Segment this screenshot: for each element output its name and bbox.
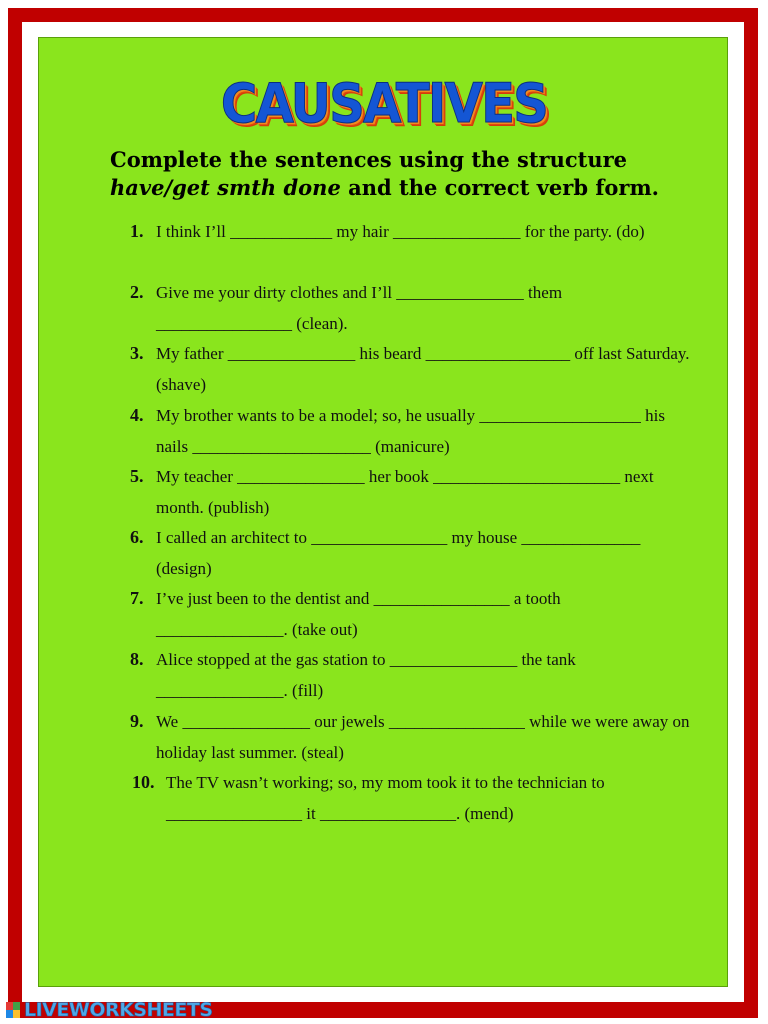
- item-number: 10.: [132, 771, 155, 792]
- item-sentence: Give me your dirty clothes and I’ll _______________ them ________________ (clean).: [156, 283, 563, 334]
- exercise-list: [130, 216, 690, 828]
- liveworksheets-logo[interactable]: [6, 998, 213, 1022]
- item-number: 5.: [130, 465, 144, 486]
- instruction-line-2-rest: and the correct verb form.: [340, 175, 659, 200]
- instructions: [110, 146, 690, 202]
- item-sentence: My brother wants to be a model; so, he usually ___________________ his nails _____________________ (manicure): [156, 405, 666, 456]
- item-sentence: Alice stopped at the gas station to _______________ the tank _______________. (fill): [156, 650, 576, 701]
- instruction-line-1: Complete the sentences using the structure: [110, 147, 628, 172]
- exercise-item: [130, 767, 690, 828]
- worksheet-title: CAUSATIVES: [220, 72, 548, 135]
- exercise-item: [130, 706, 690, 767]
- item-number: 4.: [130, 404, 144, 425]
- item-number: 8.: [130, 649, 144, 670]
- item-sentence: My teacher _______________ her book ______________________ next month. (publish): [156, 466, 654, 517]
- exercise-item: [130, 216, 690, 277]
- item-number: 7.: [130, 588, 144, 609]
- item-sentence: I called an architect to ________________ my house ______________ (design): [156, 527, 641, 578]
- instruction-line-2: [110, 174, 690, 202]
- exercise-item: [130, 338, 690, 399]
- exercise-item: [130, 522, 690, 583]
- item-number: 9.: [130, 710, 144, 731]
- item-sentence: The TV wasn’t working; so, my mom took it to the technician to ________________ it ________________. (mend): [166, 772, 605, 823]
- exercise-item: [130, 400, 690, 461]
- item-sentence: We _______________ our jewels ________________ while we were away on holiday last summer. (steal): [156, 711, 690, 762]
- exercise-item: [130, 277, 690, 338]
- exercise-item: [130, 583, 690, 644]
- item-sentence: My father _______________ his beard _________________ off last Saturday. (shave): [156, 344, 690, 395]
- liveworksheets-logo-icon: [6, 1002, 20, 1018]
- item-number: 6.: [130, 526, 144, 547]
- liveworksheets-brand: LIVEWORKSHEETS: [24, 999, 213, 1021]
- item-sentence: I’ve just been to the dentist and ________________ a tooth _______________. (take out): [156, 589, 561, 640]
- instruction-structure: have/get smth done: [110, 175, 341, 200]
- item-number: 1.: [130, 221, 144, 241]
- item-sentence: I think I’ll ____________ my hair _______________ for the party. (do): [156, 222, 645, 241]
- item-number: 2.: [130, 282, 144, 303]
- item-number: 3.: [130, 343, 144, 364]
- exercise-item: [130, 644, 690, 705]
- exercise-item: [130, 461, 690, 522]
